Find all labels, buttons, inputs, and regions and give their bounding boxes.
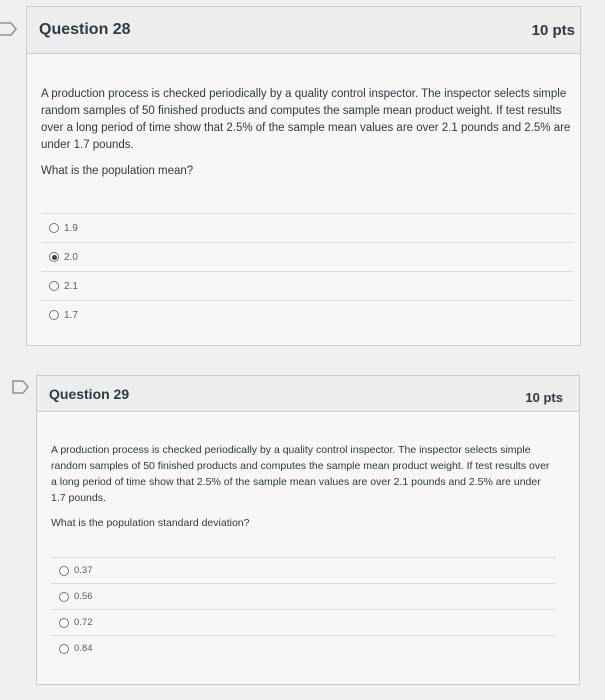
radio-button[interactable] <box>49 252 59 262</box>
answer-option[interactable] <box>41 242 574 271</box>
radio-button[interactable] <box>59 566 69 576</box>
answer-label: 0.56 <box>74 591 93 602</box>
answer-option[interactable] <box>51 583 556 609</box>
question-28 <box>26 6 581 346</box>
answer-option[interactable] <box>41 271 574 300</box>
question-body: A production process is checked periodically by a quality control inspector. The inspector selects simple random samples of 50 finished products and computes the sample mean product weight. If test results over a long period of time show that 2.5% of the sample mean values are over 2.1 pounds and 2.5% are under 1.7 pounds. <box>41 88 571 151</box>
radio-button[interactable] <box>59 592 69 602</box>
answer-label: 1.7 <box>64 309 78 321</box>
answer-option[interactable] <box>41 213 574 242</box>
answer-option[interactable] <box>51 635 556 661</box>
question-prompt: What is the population standard deviation? <box>51 517 250 529</box>
question-29 <box>36 375 580 685</box>
question-prompt: What is the population mean? <box>41 165 194 177</box>
answer-list <box>51 557 556 661</box>
question-points: 10 pts <box>531 21 575 39</box>
answer-label: 1.9 <box>64 222 78 234</box>
question-text <box>41 86 571 189</box>
answer-option[interactable] <box>51 609 556 635</box>
answer-label: 0.37 <box>74 565 93 576</box>
radio-button[interactable] <box>59 644 69 654</box>
radio-button[interactable] <box>49 310 59 320</box>
answer-label: 0.72 <box>74 617 93 628</box>
answer-label: 2.0 <box>64 251 78 263</box>
question-points: 10 pts <box>525 390 563 405</box>
radio-button[interactable] <box>59 618 69 628</box>
radio-button[interactable] <box>49 223 59 233</box>
answer-option[interactable] <box>51 557 556 583</box>
question-header <box>27 7 580 54</box>
answer-label: 0.84 <box>74 643 93 654</box>
radio-button[interactable] <box>49 281 59 291</box>
answer-label: 2.1 <box>64 280 78 292</box>
bookmark-flag-icon[interactable] <box>0 22 18 36</box>
question-body: A production process is checked periodically by a quality control inspector. The inspector selects simple random samples of 50 finished products and computes the sample mean product weight. If test results over a long period of time show that 2.5% of the sample mean values are over 2.1 pounds and 2.5% are under 1.7 pounds. <box>51 444 550 504</box>
answer-list <box>41 213 574 329</box>
question-text <box>51 442 551 540</box>
answer-option[interactable] <box>41 300 574 329</box>
question-title: Question 28 <box>39 21 131 38</box>
bookmark-flag-icon[interactable] <box>12 380 30 394</box>
question-title: Question 29 <box>49 385 130 402</box>
question-header <box>37 376 579 412</box>
